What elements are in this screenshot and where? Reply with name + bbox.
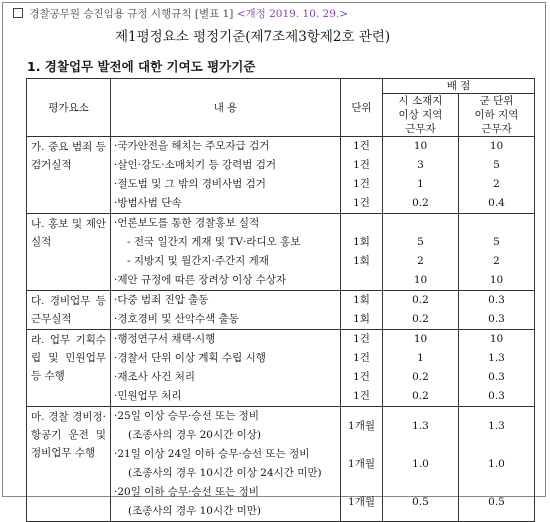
section-heading: 1. 경찰업무 발전에 대한 기여도 평가기준: [27, 59, 256, 74]
checkbox-icon: [13, 8, 23, 18]
table-row: ·방범사범 단속 1건 0.2 0.4: [27, 194, 535, 214]
document-header-note: [13, 6, 348, 21]
document-frame: [2, 2, 546, 517]
evaluation-criteria-table: [26, 78, 535, 522]
table-row: 나. 홍보 및 제안 실적 ·언론보도를 통한 경찰홍보 실적: [27, 214, 535, 234]
table-row: ·21일 이상 24일 이하 승무·승선 또는 정비 (조종사의 경우 10시간 이상 24시간 미만) 1개월 1.0 1.0: [27, 445, 535, 483]
table-row: ·민원업무 처리 1건 0.2 0.3: [27, 387, 535, 407]
header-content: 내 용: [111, 79, 341, 137]
header-element: 평가요소: [27, 79, 111, 137]
table-row: ·절도범 및 그 밖의 경비사범 검거 1건 1 2: [27, 175, 535, 194]
table-row: - 전국 일간지 게재 및 TV·라디오 홍보 1회 5 5: [27, 233, 535, 252]
table-header-row: [27, 79, 535, 94]
table-row: ·20일 이하 승무·승선 또는 정비 (조종사의 경우 10시간 미만) 1개월 0.5 0.5: [27, 483, 535, 522]
table-row: ·경찰서 단위 이상 계획 수립 시행 1건 1 1.3: [27, 349, 535, 368]
header-score-city: 시 소재지 이상 지역 근무자: [383, 94, 459, 137]
table-row: 다. 경비업무 등 근무실적 ·다중 범죄 진압 출동 1회 0.2 0.3: [27, 291, 535, 311]
header-unit: 단위: [341, 79, 383, 137]
page-title: 제1평정요소 평정기준(제7조제3항제2호 관련): [115, 29, 391, 45]
header-score-county: 군 단위 이하 지역 근무자: [459, 94, 535, 137]
category-cell: 마. 경찰 경비정·항공기 운전 및 정비업무 수행: [27, 407, 111, 522]
table-row: 라. 업무 기획수립 및 민원업무 등 수행 ·행정연구서 채택·시행 1건 10 10: [27, 330, 535, 350]
table-row: ·제안 규정에 따른 장려상 이상 수상자 10 10: [27, 271, 535, 291]
category-cell: 나. 홍보 및 제안 실적: [27, 214, 111, 291]
attachment-label: [별표 1]: [194, 8, 234, 20]
table-row: ·경호경비 및 산악수색 출동 1회 0.2 0.3: [27, 310, 535, 330]
category-cell: 다. 경비업무 등 근무실적: [27, 291, 111, 330]
category-cell: 라. 업무 기획수립 및 민원업무 등 수행: [27, 330, 111, 407]
table-row: 마. 경찰 경비정·항공기 운전 및 정비업무 수행 ·25일 이상 승무·승선 또는 정비 (조종사의 경우 20시간 이상) 1개월 1.3 1.3: [27, 407, 535, 446]
category-cell: 가. 중요 범죄 등 검거실적: [27, 137, 111, 214]
revision-date: <개정 2019. 10. 29.>: [236, 8, 349, 20]
table-row: ·재조사 사건 처리 1건 0.2 0.3: [27, 368, 535, 387]
header-score: 배 점: [383, 79, 535, 94]
table-row: ·살인·강도·소매치기 등 강력범 검거 1건 3 5: [27, 156, 535, 175]
law-name: 경찰공무원 승진임용 규정 시행규칙: [29, 8, 192, 20]
table-row: - 지방지 및 월간지·주간지 게재 1회 2 2: [27, 252, 535, 271]
table-row: 가. 중요 범죄 등 검거실적 ·국가안전을 해치는 주모자급 검거 1건 10 10: [27, 137, 535, 157]
